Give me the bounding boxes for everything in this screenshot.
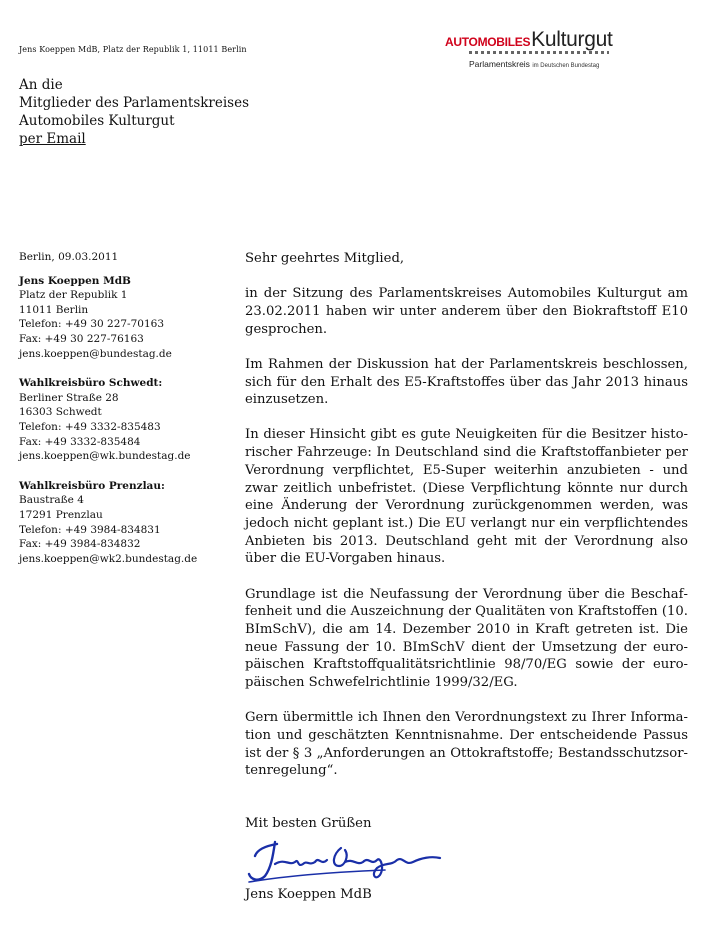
letter-paragraph: Grundlage ist die Neufassung der Verordnung über die Beschaffenheit und die Auszeichnung der Qualitäten von Kraftstoffen (10. BImSchV), die am 14. Dezember 2010 in Kraft getreten ist. Die neue Fassung der 10. BImSchV dient der Umsetzung der europäischen Kraftstoffqualitätsrichtlinie 98/70/EG sowie der europäischen Schwefelrichtlinie 1999/32/EG. bbox=[245, 586, 688, 691]
contact-office-title: Wahlkreisbüro Prenzlau: bbox=[19, 479, 165, 492]
logo-subtitle-small: im Deutschen Bundestag bbox=[532, 63, 600, 69]
recipient-delivery: per Email bbox=[19, 131, 86, 147]
letter-closing: Mit besten Grüßen bbox=[245, 816, 372, 831]
recipient-address bbox=[19, 76, 249, 148]
contact-phone: Telefon: +49 30 227-70163 bbox=[19, 318, 165, 331]
logo-subtitle bbox=[469, 59, 599, 69]
contact-fax: Fax: +49 3984-834832 bbox=[19, 538, 141, 551]
letter-paragraph: in der Sitzung des Parlamentskreises Automobiles Kulturgut am 23.02.2011 haben wir unter anderem über den Biokraftstoff E10 gesprochen. bbox=[245, 286, 688, 337]
contact-name: Jens Koeppen MdB bbox=[19, 274, 131, 287]
contact-phone: Telefon: +49 3332-835483 bbox=[19, 420, 161, 433]
contact-city: 17291 Prenzlau bbox=[19, 508, 103, 521]
contact-city: 16303 Schwedt bbox=[19, 406, 102, 419]
logo bbox=[445, 28, 625, 74]
contact-block-schwedt bbox=[19, 376, 234, 464]
letter-paragraph: Gern übermittle ich Ihnen den Verordnungstext zu Ihrer Information und geschätzten Kenntnisnahme. Der entscheidende Passus ist der § 3 „Anforderungen an Ottokraftstoffe; Bestandsschutzsortenregelung“. bbox=[245, 710, 688, 779]
contact-email: jens.koeppen@wk.bundestag.de bbox=[19, 450, 191, 463]
contact-email: jens.koeppen@bundestag.de bbox=[19, 347, 172, 360]
contact-street: Platz der Republik 1 bbox=[19, 289, 128, 302]
contact-block-berlin bbox=[19, 274, 234, 362]
recipient-line: An die bbox=[19, 77, 63, 93]
sender-address-line: Jens Koeppen MdB, Platz der Republik 1, 11011 Berlin bbox=[19, 45, 247, 54]
logo-subtitle-main: Parlamentskreis bbox=[469, 59, 530, 69]
letter-greeting: Sehr geehrtes Mitglied, bbox=[245, 251, 405, 266]
contact-street: Berliner Straße 28 bbox=[19, 391, 119, 404]
contact-block-prenzlau bbox=[19, 479, 234, 567]
contact-phone: Telefon: +49 3984-834831 bbox=[19, 523, 161, 536]
logo-black-text: Kulturgut bbox=[531, 28, 613, 51]
contact-street: Baustraße 4 bbox=[19, 494, 84, 507]
recipient-line: Automobiles Kulturgut bbox=[19, 113, 175, 129]
contact-sidebar bbox=[19, 250, 234, 581]
letter-date: Berlin, 09.03.2011 bbox=[19, 251, 119, 263]
logo-red-text: AUTOMOBILES bbox=[445, 35, 531, 49]
contact-city: 11011 Berlin bbox=[19, 303, 89, 316]
letter-paragraph: In dieser Hinsicht gibt es gute Neuigkeiten für die Besitzer historischer Fahrzeuge: In Deutschland sind die Kraftstoffanbieter per Verordnung verpflichtet, E5-Super weiterhin anzubieten - und zwar zeitlich unbefristet. (Diese Verpflichtung könnte nur durch eine Änderung der Verordnung zurückgenommen werden, was jedoch nicht geplant ist.) Die EU verlangt nur ein verpflichtendes Anbieten bis 2013. Deutschland geht mit der Verordnung also über die EU-Vorgaben hinaus. bbox=[245, 427, 688, 567]
contact-fax: Fax: +49 30 227-76163 bbox=[19, 332, 144, 345]
signer-name: Jens Koeppen MdB bbox=[245, 887, 372, 902]
contact-email: jens.koeppen@wk2.bundestag.de bbox=[19, 552, 198, 565]
recipient-line: Mitglieder des Parlamentskreises bbox=[19, 95, 250, 111]
letter-paragraph: Im Rahmen der Diskussion hat der Parlamentskreis beschlossen, sich für den Erhalt des E5-Kraftstoffes über das Jahr 2013 hinaus einzusetzen. bbox=[245, 356, 688, 408]
contact-office-title: Wahlkreisbüro Schwedt: bbox=[19, 377, 163, 390]
contact-fax: Fax: +49 3332-835484 bbox=[19, 435, 141, 448]
handwritten-signature bbox=[245, 836, 445, 886]
letter-body bbox=[245, 250, 688, 798]
logo-dots-decoration bbox=[469, 51, 609, 54]
